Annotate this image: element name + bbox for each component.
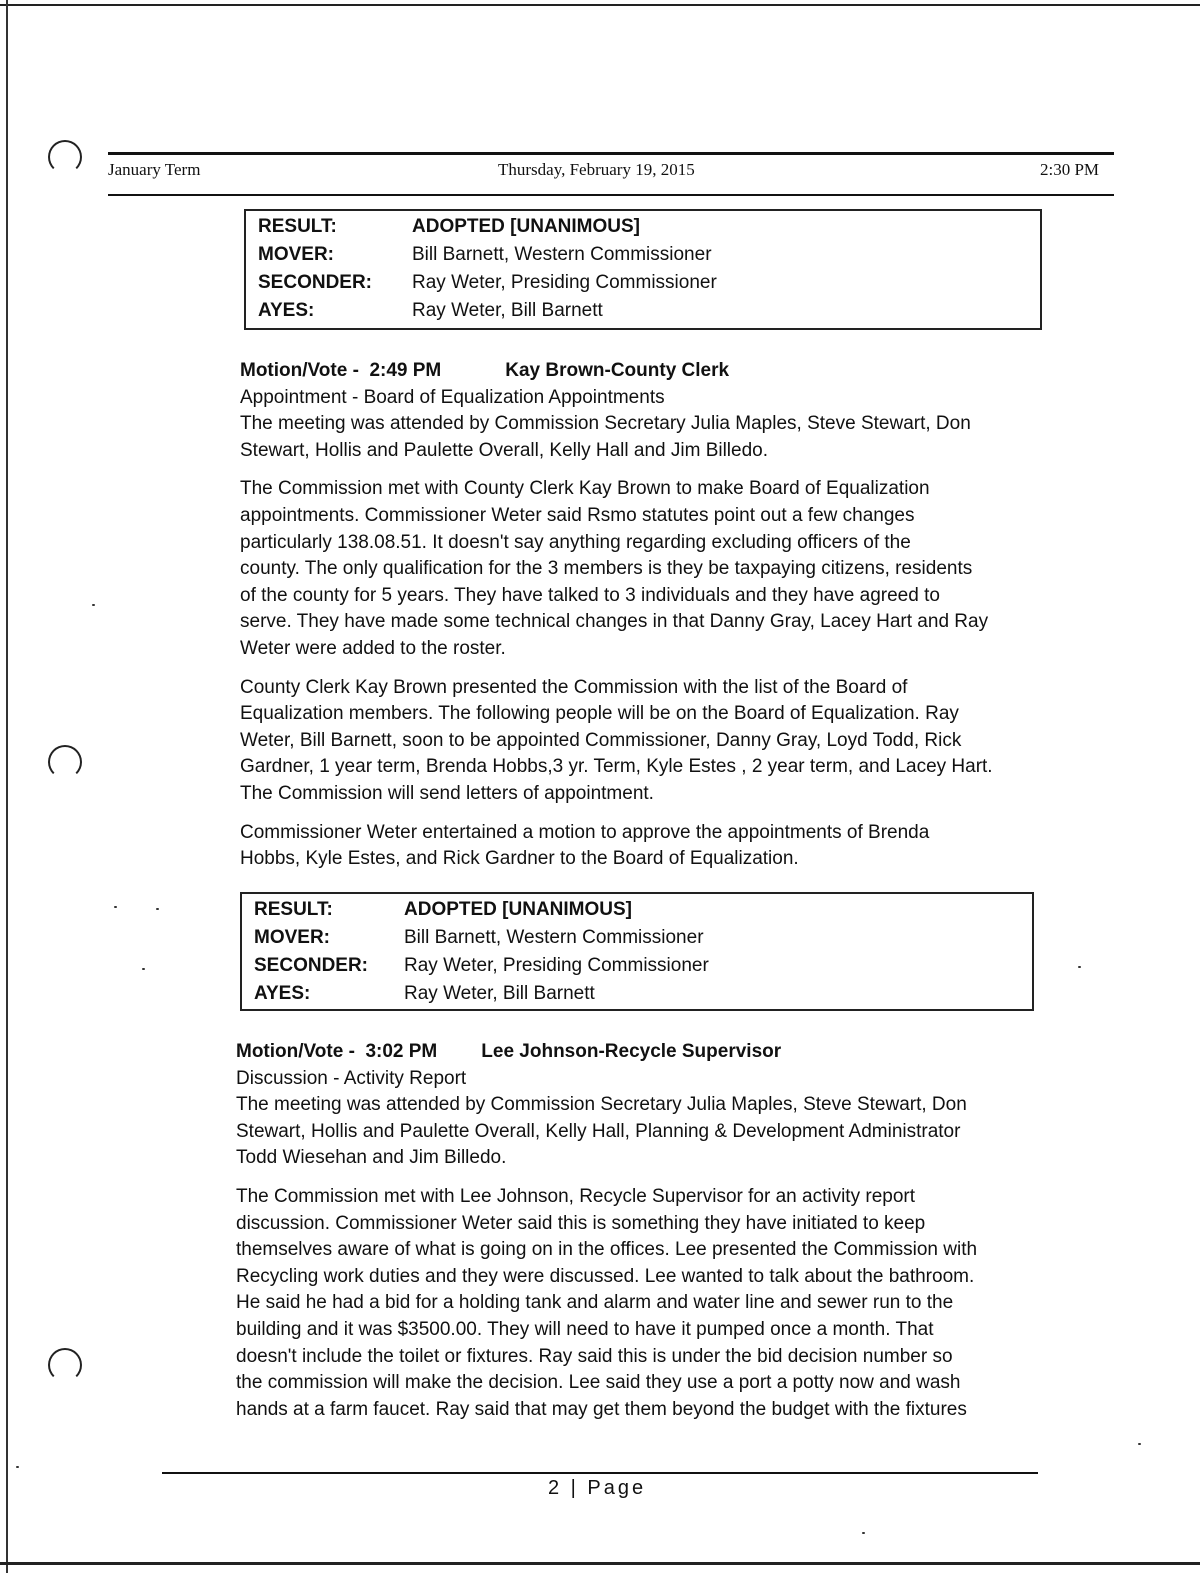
vote-value: Bill Barnett, Western Commissioner	[404, 927, 704, 948]
motion-person: Kay Brown-County Clerk	[505, 360, 730, 381]
paragraph-line: the commission will make the decision. Lee said they use a port a potty now and wash	[236, 1372, 961, 1394]
vote-label: AYES:	[258, 300, 315, 321]
vote-value: ADOPTED [UNANIMOUS]	[412, 216, 640, 237]
scan-speck	[156, 908, 159, 910]
paragraph-line: themselves aware of what is going on in the offices. Lee presented the Commission with	[236, 1239, 978, 1261]
scan-speck	[92, 604, 95, 606]
paragraph-line: serve. They have made some technical changes in that Danny Gray, Lacey Hart and Ray	[240, 611, 989, 633]
paragraph-line: county. The only qualification for the 3 members is they be taxpaying citizens, residents	[240, 558, 973, 580]
paragraph-line: County Clerk Kay Brown presented the Commission with the list of the Board of	[240, 676, 908, 698]
vote-row-seconder	[246, 269, 1040, 297]
paragraph-line: hands at a farm faucet. Ray said that may get them beyond the budget with the fixtures	[236, 1398, 967, 1420]
scan-speck	[1138, 1443, 1141, 1445]
vote-row-ayes	[246, 297, 1040, 325]
attendance-line: Stewart, Hollis and Paulette Overall, Kelly Hall, Planning & Development Administrator	[236, 1120, 961, 1142]
paragraph-line: The Commission met with County Clerk Kay Brown to make Board of Equalization	[240, 478, 930, 500]
paragraph-line: building and it was $3500.00. They will need to have it pumped once a month. That	[236, 1318, 934, 1340]
attendance-line: The meeting was attended by Commission Secretary Julia Maples, Steve Stewart, Don	[240, 413, 971, 435]
paragraph-line: The Commission will send letters of appointment.	[240, 782, 654, 804]
paragraph-line: Weter were added to the roster.	[240, 637, 506, 659]
vote-row-ayes	[242, 980, 1032, 1008]
vote-result-box	[244, 209, 1042, 330]
scan-speck	[16, 1466, 19, 1468]
paragraph-line: discussion. Commissioner Weter said this is something they have initiated to keep	[236, 1212, 926, 1234]
attendance-line: The meeting was attended by Commission Secretary Julia Maples, Steve Stewart, Don	[236, 1094, 967, 1116]
paragraph-line: Recycling work duties and they were discussed. Lee wanted to talk about the bathroom.	[236, 1265, 975, 1287]
motion-section	[240, 358, 1060, 873]
scan-edge-top	[0, 4, 1200, 6]
paragraph-line: Equalization members. The following people will be on the Board of Equalization. Ray	[240, 703, 959, 725]
attendance-line: Todd Wiesehan and Jim Billedo.	[236, 1147, 507, 1169]
paragraph-line: particularly 138.08.51. It doesn't say anything regarding excluding officers of the	[240, 531, 911, 553]
vote-label: SECONDER:	[254, 955, 369, 976]
motion-subheading: Appointment - Board of Equalization Appointments	[240, 386, 665, 408]
paragraph-line: Commissioner Weter entertained a motion to approve the appointments of Brenda	[240, 821, 930, 843]
vote-label: AYES:	[254, 983, 311, 1004]
vote-result-box	[240, 892, 1034, 1011]
vote-label: RESULT:	[254, 899, 333, 920]
paragraph-line: Weter, Bill Barnett, soon to be appointed Commissioner, Danny Gray, Loyd Todd, Rick	[240, 729, 962, 751]
motion-time: Motion/Vote - 3:02 PM	[236, 1041, 438, 1062]
vote-row-result	[246, 213, 1040, 241]
vote-row-seconder	[242, 952, 1032, 980]
vote-value: Ray Weter, Presiding Commissioner	[404, 955, 709, 976]
punch-hole-icon	[48, 1348, 82, 1382]
paragraph-line: He said he had a bid for a holding tank and alarm and water line and sewer run to the	[236, 1292, 954, 1314]
scan-edge-bottom	[0, 1562, 1200, 1565]
vote-row-mover	[242, 924, 1032, 952]
vote-row-result	[242, 896, 1032, 924]
paragraph-line: appointments. Commissioner Weter said Rsmo statutes point out a few changes	[240, 504, 915, 526]
vote-value: Ray Weter, Presiding Commissioner	[412, 272, 717, 293]
header-rule	[108, 152, 1114, 155]
vote-label: MOVER:	[258, 244, 334, 265]
paragraph-line: of the county for 5 years. They have talked to 3 individuals and they have agreed to	[240, 584, 940, 606]
vote-label: RESULT:	[258, 216, 337, 237]
motion-section	[236, 1039, 1066, 1423]
scan-edge-left	[6, 0, 8, 1573]
vote-label: MOVER:	[254, 927, 330, 948]
attendance-line: Stewart, Hollis and Paulette Overall, Kelly Hall and Jim Billedo.	[240, 439, 769, 461]
vote-label: SECONDER:	[258, 272, 373, 293]
paragraph-line: doesn't include the toilet or fixtures. Ray said this is under the bid decision number so	[236, 1345, 953, 1367]
scan-speck	[862, 1532, 865, 1534]
vote-value: Ray Weter, Bill Barnett	[412, 300, 603, 321]
scan-speck	[1078, 966, 1081, 968]
header-date: Thursday, February 19, 2015	[498, 160, 695, 179]
paragraph-line: Gardner, 1 year term, Brenda Hobbs,3 yr. Term, Kyle Estes , 2 year term, and Lacey Hart.	[240, 756, 993, 778]
paragraph-line: The Commission met with Lee Johnson, Recycle Supervisor for an activity report	[236, 1185, 915, 1207]
motion-subheading: Discussion - Activity Report	[236, 1067, 467, 1089]
motion-time: Motion/Vote - 2:49 PM	[240, 360, 442, 381]
vote-value: Bill Barnett, Western Commissioner	[412, 244, 712, 265]
header-rule	[108, 194, 1114, 196]
vote-value: Ray Weter, Bill Barnett	[404, 983, 595, 1004]
header-time: 2:30 PM	[1040, 160, 1100, 179]
header-term: January Term	[108, 160, 201, 179]
scan-speck	[114, 906, 117, 908]
punch-hole-icon	[48, 140, 82, 174]
vote-value: ADOPTED [UNANIMOUS]	[404, 899, 632, 920]
punch-hole-icon	[48, 745, 82, 779]
vote-row-mover	[246, 241, 1040, 269]
motion-heading	[236, 1039, 1066, 1066]
footer-rule	[162, 1472, 1038, 1474]
motion-heading	[240, 358, 1060, 385]
paragraph-line: Hobbs, Kyle Estes, and Rick Gardner to the Board of Equalization.	[240, 848, 799, 870]
scan-speck	[142, 968, 145, 970]
page-number: 2 | Page	[548, 1477, 647, 1499]
motion-person: Lee Johnson-Recycle Supervisor	[481, 1041, 782, 1062]
